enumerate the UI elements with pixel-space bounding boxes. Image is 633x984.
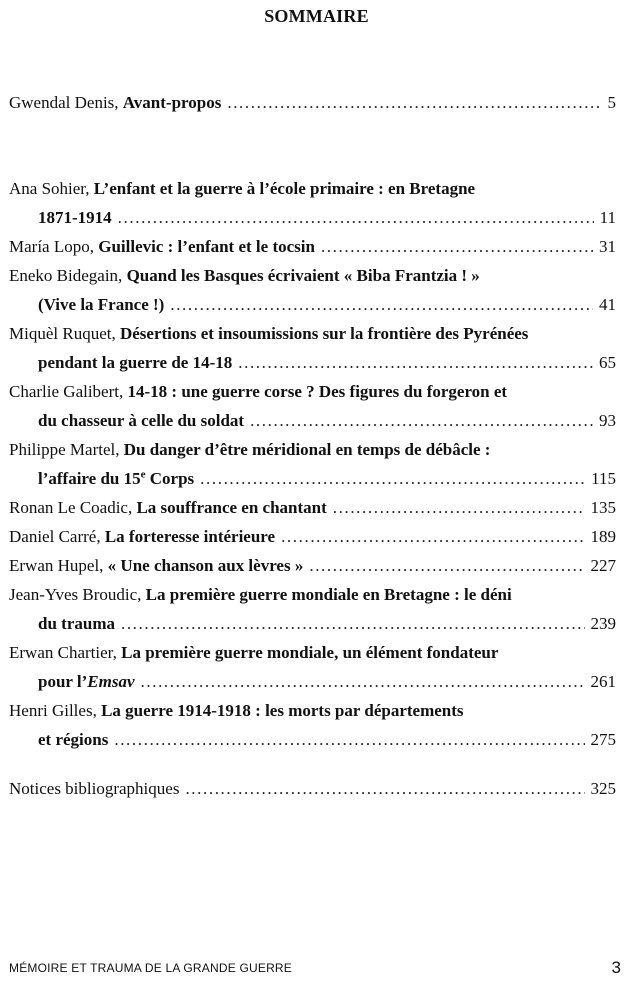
- entry-page: 325: [590, 779, 616, 798]
- entry-page: 5: [607, 93, 616, 112]
- entry-title: La guerre 1914-1918 : les morts par départements: [101, 701, 464, 720]
- entry-author: Daniel Carré,: [9, 527, 101, 546]
- page-number: 3: [611, 958, 621, 977]
- entry-title: Du danger d’être méridional en temps de débâcle :: [123, 440, 491, 459]
- leader-dots: [170, 290, 593, 319]
- leader-dots: [185, 774, 584, 803]
- entry-title: Quand les Basques écrivaient « Biba Frantzia ! »: [126, 266, 480, 285]
- leader-dots: [227, 88, 601, 117]
- entry-page: 261: [590, 672, 616, 691]
- entry-page: 135: [590, 498, 616, 517]
- toc-entry-galibert[interactable]: [9, 377, 616, 435]
- leader-dots: [121, 609, 585, 638]
- entry-title: La souffrance en chantant: [136, 498, 327, 517]
- entry-author: Miquèl Ruquet,: [9, 324, 116, 343]
- toc-entry-carre[interactable]: [9, 522, 616, 551]
- entry-author: Erwan Hupel,: [9, 556, 104, 575]
- leader-dots: [114, 725, 584, 754]
- entry-author: Charlie Galibert,: [9, 382, 124, 401]
- toc-entry-notices[interactable]: [9, 774, 616, 803]
- toc-entry-avant-propos[interactable]: [9, 88, 616, 117]
- entry-author: Gwendal Denis,: [9, 93, 119, 112]
- entry-author: María Lopo,: [9, 237, 94, 256]
- leader-dots: [238, 348, 593, 377]
- toc-entry-le-coadic[interactable]: [9, 493, 616, 522]
- entry-title-continued: pour l’Emsav: [38, 672, 135, 691]
- page-title: SOMMAIRE: [264, 6, 369, 26]
- leader-dots: [333, 493, 585, 522]
- leader-dots: [281, 522, 584, 551]
- entry-title-continued: 1871-1914: [38, 208, 112, 227]
- entry-author: Jean-Yves Broudic,: [9, 585, 142, 604]
- entry-author: Ronan Le Coadic,: [9, 498, 133, 517]
- toc-entry-hupel[interactable]: [9, 551, 616, 580]
- entry-title-continued: l’affaire du 15e Corps: [38, 468, 195, 488]
- entry-title: 14-18 : une guerre corse ? Des figures du forgeron et: [127, 382, 508, 401]
- entry-page: 31: [599, 237, 616, 256]
- entry-title: Avant-propos: [122, 93, 222, 112]
- entry-title: La première guerre mondiale en Bretagne : le déni: [145, 585, 512, 604]
- entry-title: La première guerre mondiale, un élément fondateur: [121, 643, 499, 662]
- entry-title-continued: du chasseur à celle du soldat: [38, 411, 245, 430]
- entry-author: Henri Gilles,: [9, 701, 97, 720]
- entry-page: 65: [599, 353, 616, 372]
- leader-dots: [250, 406, 593, 435]
- entry-title: Notices bibliographiques: [9, 779, 180, 798]
- entry-title: Désertions et insoumissions sur la frontière des Pyrénées: [119, 324, 529, 343]
- toc-entry-sohier[interactable]: [9, 174, 616, 232]
- leader-dots: [141, 667, 585, 696]
- entry-title: « Une chanson aux lèvres »: [107, 556, 304, 575]
- toc-entry-lopo[interactable]: [9, 232, 616, 261]
- entry-title-continued: (Vive la France !): [38, 295, 165, 314]
- toc-entry-broudic[interactable]: [9, 580, 616, 638]
- entry-page: 227: [590, 556, 616, 575]
- toc-entry-chartier[interactable]: [9, 638, 616, 696]
- running-title: MÉMOIRE ET TRAUMA DE LA GRANDE GUERRE: [9, 961, 293, 975]
- entry-title-continued: du trauma: [38, 614, 115, 633]
- entry-author: Philippe Martel,: [9, 440, 120, 459]
- leader-dots: [309, 551, 584, 580]
- entry-page: 239: [590, 614, 616, 633]
- toc-entry-gilles[interactable]: [9, 696, 616, 754]
- entry-page: 189: [590, 527, 616, 546]
- entry-title-continued: pendant la guerre de 14-18: [38, 353, 233, 372]
- entry-page: 93: [599, 411, 616, 430]
- leader-dots: [200, 464, 585, 493]
- toc-entry-ruquet[interactable]: [9, 319, 616, 377]
- entry-title: La forteresse intérieure: [104, 527, 276, 546]
- entry-author: Ana Sohier,: [9, 179, 90, 198]
- entry-page: 275: [590, 730, 616, 749]
- leader-dots: [321, 232, 593, 261]
- entry-title-continued: et régions: [38, 730, 109, 749]
- entry-author: Erwan Chartier,: [9, 643, 117, 662]
- toc-entry-bidegain[interactable]: [9, 261, 616, 319]
- entry-title: L’enfant et la guerre à l’école primaire : en Bretagne: [93, 179, 476, 198]
- entry-page: 11: [599, 208, 616, 227]
- entry-title: Guillevic : l’enfant et le tocsin: [98, 237, 315, 256]
- entry-page: 41: [599, 295, 616, 314]
- entry-page: 115: [591, 469, 616, 488]
- entry-author: Eneko Bidegain,: [9, 266, 123, 285]
- leader-dots: [118, 203, 594, 232]
- toc-entry-martel[interactable]: [9, 435, 616, 493]
